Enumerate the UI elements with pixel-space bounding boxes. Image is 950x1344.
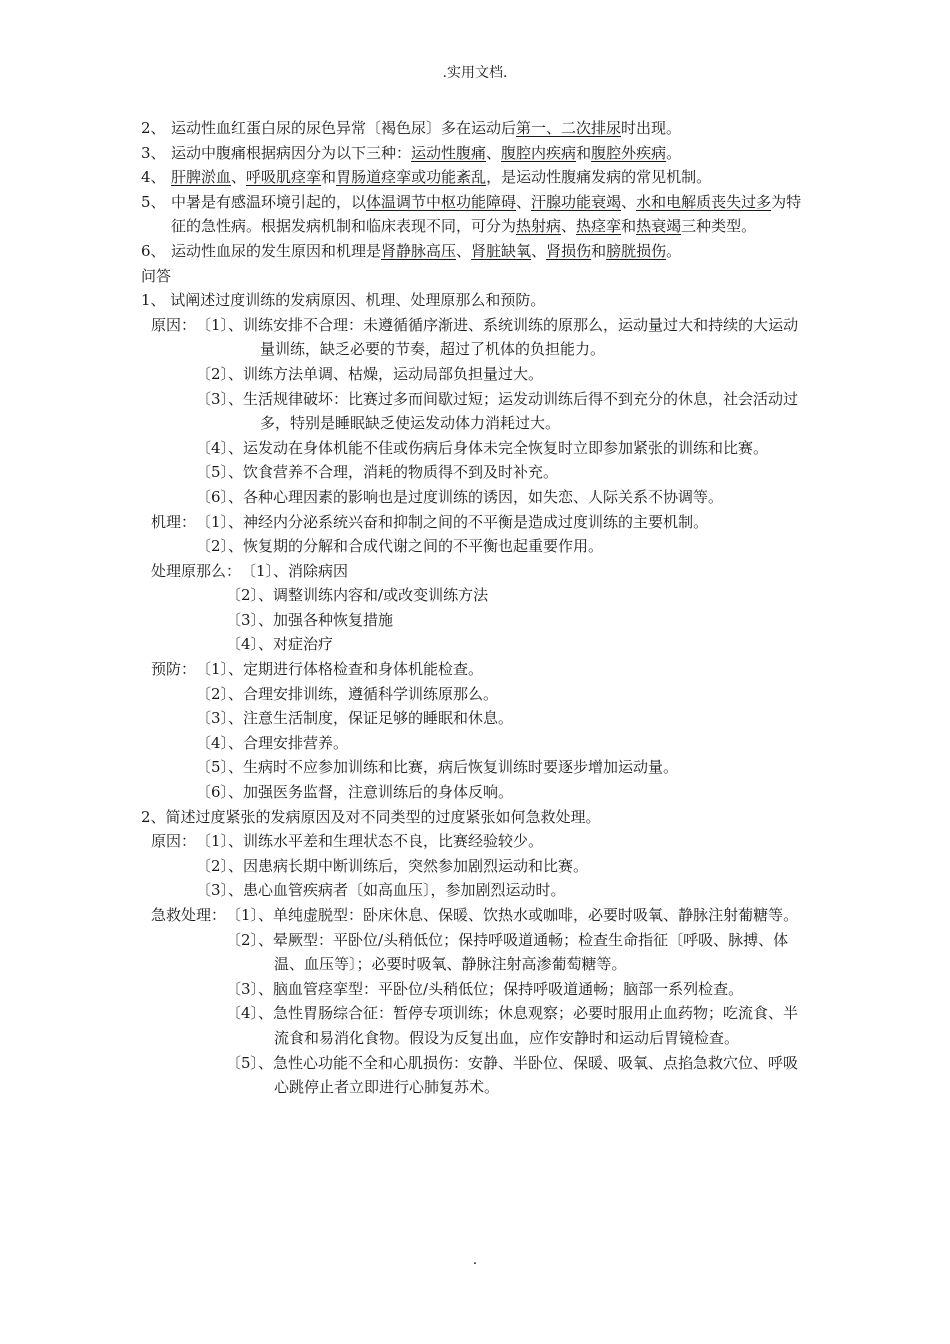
- q2-cause-row-2: [141, 854, 813, 879]
- question-1-title: 1、 试阐述过度训练的发病原因、机理、处理原那么和预防。: [141, 291, 546, 310]
- item-text: 运动中腹痛根据病因分为以下三种：: [171, 143, 412, 162]
- q1-cause-item: 〔5〕、饮食营养不合理，消耗的物质得不到及时补充。: [196, 463, 559, 482]
- q1-cause-item: 〔2〕、训练方法单调、枯燥，运动局部负担量过大。: [196, 364, 544, 383]
- q1-treat-row-1: [141, 559, 813, 584]
- fill-item-3: [141, 141, 813, 166]
- answer-blank: 腹腔内疾病: [501, 143, 577, 162]
- q1-cause-item: 〔4〕、运发动在身体机能不佳或伤病后身体未完全恢复时立即参加紧张的训练和比赛。: [196, 438, 769, 457]
- q1-prev-item: 〔6〕、加强医务监督，注意训练后的身体反响。: [196, 783, 514, 802]
- q2-aid-item: 〔1〕、单纯虚脱型：卧床休息、保暖、饮热水或咖啡，必要时吸氧、静脉注射葡糖等。: [226, 906, 799, 924]
- q1-mech-item: 〔2〕、恢复期的分解和合成代谢之间的不平衡也起重要作用。: [196, 537, 604, 556]
- answer-blank: 肝脾淤血: [171, 168, 232, 187]
- fill-item-2: [141, 116, 813, 141]
- answer-blank: 呼吸肌痉挛: [246, 168, 322, 187]
- item-text: 运动性血红蛋白尿的尿色异常〔褐色尿〕多在运动后: [171, 119, 517, 137]
- q1-cause-item: 〔6〕、各种心理因素的影响也是过度训练的诱因，如失恋、人际关系不协调等。: [196, 487, 724, 506]
- q2-aid-row-4: [141, 1001, 813, 1050]
- q1-treat-item: 〔2〕、调整训练内容和/或改变训练方法: [226, 586, 489, 605]
- q1-prev-item: 〔4〕、合理安排营养。: [196, 733, 349, 752]
- item-text: 为特征的急性病。根据发病机制和临床表现不同，可分为: [171, 192, 802, 236]
- q2-aid-label: 急救处理：: [151, 906, 227, 924]
- item-text: 、: [231, 168, 247, 187]
- item-number: 4、: [141, 168, 166, 187]
- item-text: 和: [576, 143, 592, 162]
- q1-treat-item: 〔4〕、对症治疗: [226, 635, 334, 654]
- q2-aid-row-5: [141, 1051, 813, 1100]
- q1-cause-row-5: [141, 460, 813, 485]
- q1-prev-item: 〔5〕、生病时不应参加训练和比赛，病后恢复训练时要逐步增加运动量。: [196, 758, 679, 777]
- q1-prev-row-4: [141, 731, 813, 756]
- q1-prev-item: 〔2〕、合理安排训练，遵循科学训练原那么。: [196, 684, 499, 703]
- page-footer: .: [472, 1252, 478, 1268]
- q1-cause-item: 〔1〕、训练安排不合理：未遵循循序渐进、系统训练的原那么，运动量过大和持续的大运动量训练，缺乏必要的节奏，超过了机体的负担能力。: [196, 315, 799, 359]
- item-text: 运动性血尿的发生原因和机理是: [171, 241, 382, 260]
- q2-aid-row-3: [141, 977, 813, 1002]
- q1-treat-row-2: [141, 583, 813, 608]
- answer-blank: 第一、二次排尿: [516, 119, 622, 137]
- answer-blank: 运动性腹痛: [411, 143, 487, 162]
- q1-prev-row-5: [141, 755, 813, 780]
- q2-cause-label: 原因：: [151, 832, 197, 851]
- item-number: 3、: [141, 143, 166, 162]
- item-number: 2、: [141, 119, 166, 137]
- q1-mech-label: 机理：: [151, 512, 197, 531]
- page-header: .实用文档.: [442, 65, 508, 81]
- question-2-title: 2、简述过度紧张的发病原因及对不同类型的过度紧张如何急救处理。: [141, 807, 601, 826]
- item-text: 和: [621, 217, 637, 236]
- q1-prev-item: 〔1〕、定期进行体格检查和身体机能检查。: [196, 660, 484, 679]
- item-text: 、: [456, 241, 472, 260]
- item-number: 5、: [141, 192, 166, 211]
- q1-treat-row-4: [141, 632, 813, 657]
- item-number: 6、: [141, 241, 166, 260]
- item-text: 和: [591, 241, 607, 260]
- q1-mech-row-1: [141, 510, 813, 535]
- q1-cause-row-4: [141, 436, 813, 461]
- q2-aid-row-1: [141, 903, 813, 928]
- item-text: 和: [321, 168, 337, 187]
- item-text: 中暑是有感温环境引起的，以: [171, 192, 367, 211]
- q2-cause-row-3: [141, 878, 813, 903]
- fill-item-5: [141, 190, 813, 239]
- answer-blank: 膀胱损伤: [606, 241, 667, 260]
- item-text: ，是运动性腹痛发病的常见机制。: [486, 168, 712, 187]
- q1-prev-row-3: [141, 706, 813, 731]
- item-text: 、: [531, 241, 547, 260]
- answer-blank: 胃肠道痉挛或功能紊乱: [336, 168, 487, 187]
- item-text: 三种类型。: [681, 217, 757, 236]
- section-title: 问答: [141, 266, 172, 285]
- q1-treat-row-3: [141, 608, 813, 633]
- q1-cause-row-3: [141, 387, 813, 436]
- item-text: 时出现。: [621, 119, 682, 137]
- answer-blank: 热衰竭: [636, 217, 682, 236]
- answer-blank: 肾静脉高压: [381, 241, 457, 260]
- answer-blank: 肾脏缺氧: [471, 241, 532, 260]
- q1-cause-row-6: [141, 485, 813, 510]
- item-text: 。: [666, 143, 682, 162]
- answer-blank: 肾损伤: [546, 241, 592, 260]
- q1-prev-row-2: [141, 682, 813, 707]
- q1-prev-row-6: [141, 780, 813, 805]
- q1-prev-row-1: [141, 657, 813, 682]
- item-text: 、: [516, 192, 532, 211]
- q2-cause-item: 〔1〕、训练水平差和生理状态不良，比赛经验较少。: [196, 832, 544, 851]
- q2-cause-item: 〔3〕、患心血管疾病者〔如高血压〕，参加剧烈运动时。: [196, 881, 566, 900]
- q1-mech-item: 〔1〕、神经内分泌系统兴奋和抑制之间的不平衡是造成过度训练的主要机制。: [196, 512, 709, 531]
- answer-blank: 汗腺功能衰竭: [531, 192, 622, 211]
- q2-aid-item: 〔4〕、急性胃肠综合征：暂停专项训练；休息观察；必要时服用止血药物；吃流食、半流食和易消化食物。假设为反复出血，应作安静时和运动后胃镜检查。: [226, 1004, 799, 1047]
- q1-mech-row-2: [141, 534, 813, 559]
- item-text: 、: [621, 192, 637, 211]
- answer-blank: 热痉挛: [576, 217, 622, 236]
- q1-prev-item: 〔3〕、注意生活制度，保证足够的睡眠和休息。: [196, 709, 514, 728]
- q1-treat-item: 〔1〕、消除病因: [241, 561, 349, 580]
- q2-aid-item: 〔5〕、急性心功能不全和心肌损伤：安静、半卧位、保暖、吸氧、点掐急救穴位、呼吸心跳停止者立即进行心肺复苏术。: [226, 1053, 799, 1097]
- fill-item-6: [141, 239, 813, 264]
- answer-blank: 水和电解质丧失过多: [636, 192, 772, 211]
- q1-cause-row-1: [141, 313, 813, 362]
- item-text: 。: [666, 241, 682, 260]
- answer-blank: 体温调节中枢功能障碍: [366, 192, 517, 211]
- q1-cause-item: 〔3〕、生活规律破坏：比赛过多而间歇过短；运发动训练后得不到充分的休息，社会活动过多，特别是睡眠缺乏使运发动体力消耗过大。: [196, 389, 799, 433]
- q1-prev-label: 预防：: [151, 660, 197, 679]
- fill-item-4: [141, 165, 813, 190]
- q1-cause-row-2: [141, 362, 813, 387]
- q2-aid-item: 〔3〕、脑血管痉挛型：平卧位/头稍低位；保持呼吸道通畅；脑部一系列检查。: [226, 979, 744, 998]
- answer-blank: 热射病: [516, 217, 562, 236]
- item-text: 、: [486, 143, 502, 162]
- q2-cause-item: 〔2〕、因患病长期中断训练后，突然参加剧烈运动和比赛。: [196, 856, 589, 875]
- q2-cause-row-1: [141, 829, 813, 854]
- q2-aid-item: 〔2〕、晕厥型：平卧位/头稍低位；保持呼吸道通畅；检查生命指征〔呼吸、脉搏、体温、血压等〕；必要时吸氧、静脉注射高渗葡萄糖等。: [226, 930, 789, 974]
- q2-aid-row-2: [141, 928, 813, 977]
- q1-cause-label: 原因：: [151, 315, 197, 334]
- q1-treat-label: 处理原那么：: [151, 561, 242, 580]
- answer-blank: 腹腔外疾病: [591, 143, 667, 162]
- item-text: 、: [561, 217, 577, 236]
- document-body: [141, 116, 813, 1100]
- q1-treat-item: 〔3〕、加强各种恢复措施: [226, 610, 394, 629]
